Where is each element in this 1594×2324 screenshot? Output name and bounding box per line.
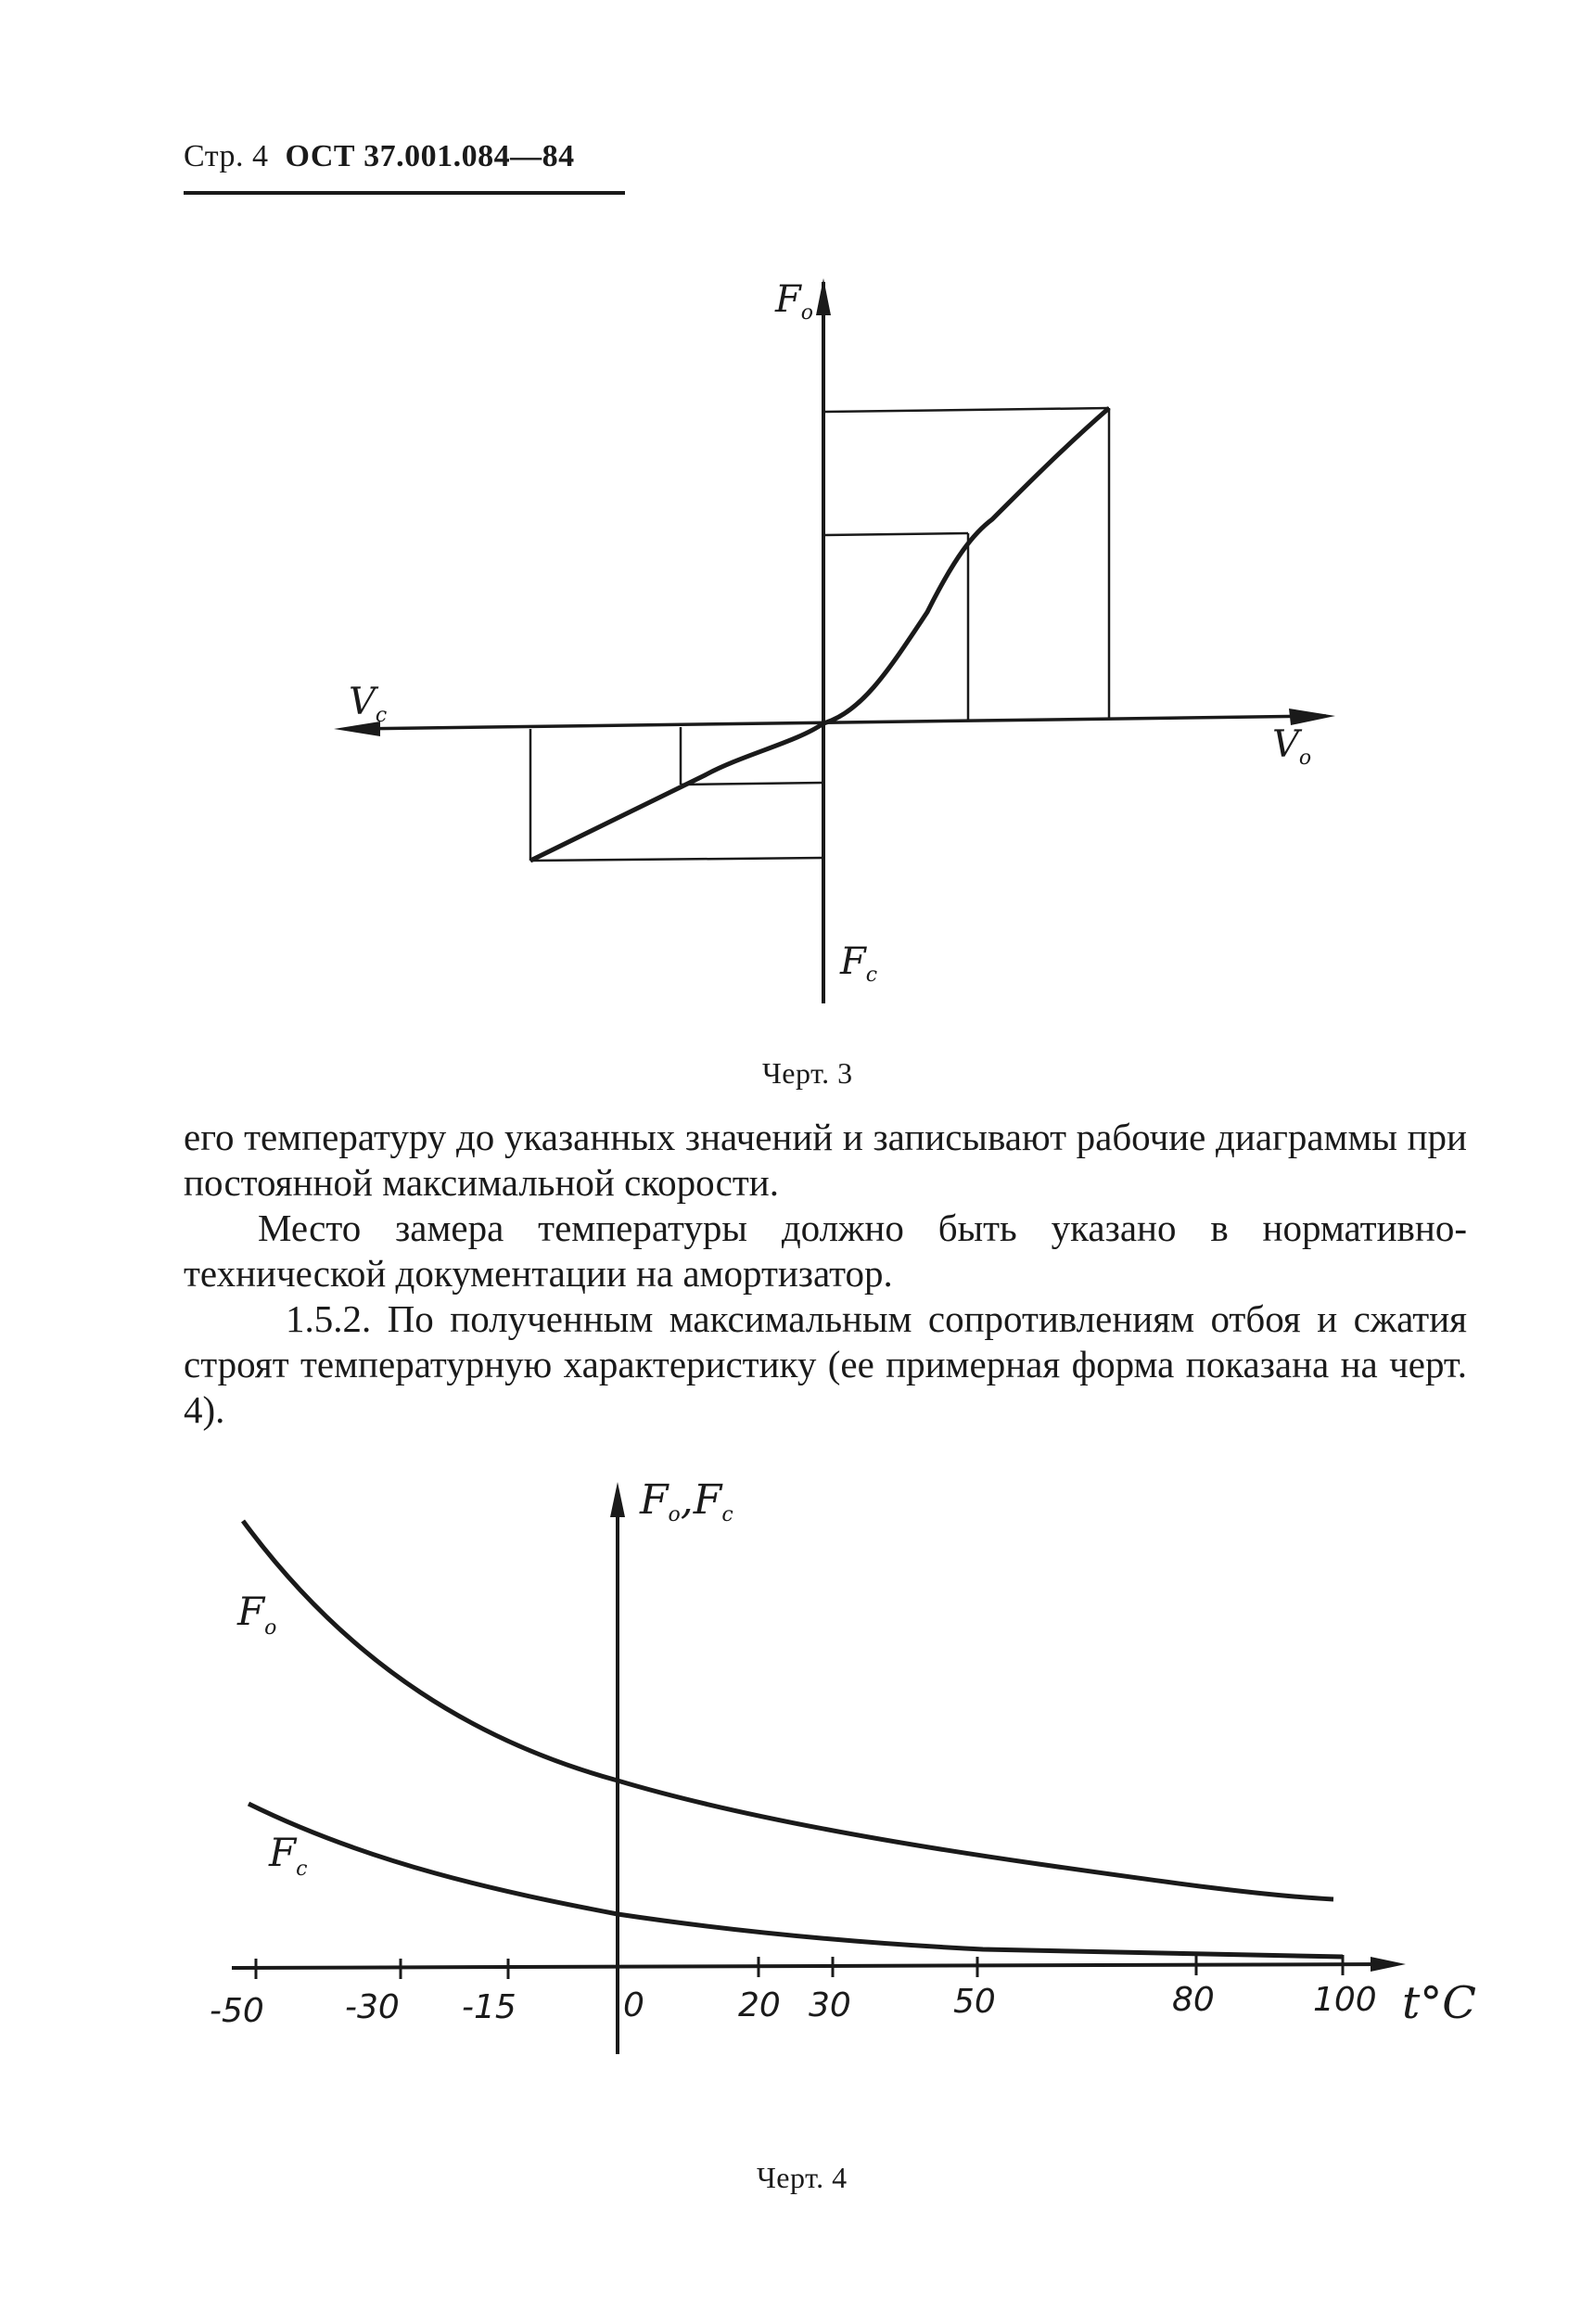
page-header [184, 139, 625, 174]
curve-fo [243, 1521, 1333, 1899]
y-axis-label: Fo,Fc [640, 1476, 733, 1526]
x-axis [232, 1964, 1391, 1968]
figure-4-caption: Черт. 4 [757, 2161, 848, 2194]
x-axis-arrow [1371, 1957, 1406, 1972]
x-tick-label: 30 [809, 1986, 851, 2024]
projection-line [530, 858, 823, 861]
figure-3-caption: Черт. 3 [762, 1056, 853, 1090]
x-axis-label: t°C [1402, 1977, 1477, 2029]
axis-label-left: $V_c$ [349, 681, 388, 727]
y-axis-arrow [610, 1482, 625, 1517]
projection-line [823, 533, 968, 535]
horizontal-axis-left-arrow [334, 721, 380, 736]
x-tick-label: 50 [953, 1983, 996, 2021]
projection-line [823, 408, 1109, 412]
series-label-fo: $F_o$ [237, 1589, 277, 1640]
header-rule [184, 191, 625, 195]
axis-label-down: $F_c$ [840, 940, 878, 987]
x-tick-label: 80 [1172, 1981, 1215, 2019]
page-label: Стр. 4 [184, 139, 269, 173]
figure-4-diagram [0, 1456, 1594, 2049]
x-tick-label: 0 [623, 1986, 644, 2024]
x-tick-label: -50 [210, 1992, 264, 2030]
document-code: ОСТ 37.001.084—84 [285, 139, 575, 173]
vertical-axis-arrow [816, 278, 831, 315]
x-tick-label: 20 [738, 1986, 781, 2024]
projection-line [681, 783, 823, 785]
x-tick-label: 100 [1313, 1981, 1377, 2019]
x-tick-label: -30 [345, 1988, 400, 2026]
paragraph-3: 1.5.2. По полученным максимальным сопротивлениям отбоя и сжатия строят температурную характеристику (ее примерная форма показана на черт. 4). [184, 1297, 1467, 1431]
series-label-fc: $F_c$ [269, 1830, 308, 1881]
axis-label-right: $V_o$ [1272, 723, 1312, 770]
axis-label-up: $F_o$ [775, 278, 814, 325]
curve-fc [249, 1804, 1343, 1957]
paragraph-2: Место замера температуры должно быть указано в нормативно-технической документации на амортизатор. [184, 1207, 1467, 1295]
figure-3-diagram [0, 260, 1594, 1020]
working-diagram-curve [530, 408, 1109, 861]
paragraph-1: его температуру до указанных значений и записывают рабочие диаграммы при постоянной максимальной скорости. [184, 1116, 1467, 1204]
body-text [184, 1115, 1467, 1433]
x-tick-label: -15 [462, 1988, 516, 2026]
